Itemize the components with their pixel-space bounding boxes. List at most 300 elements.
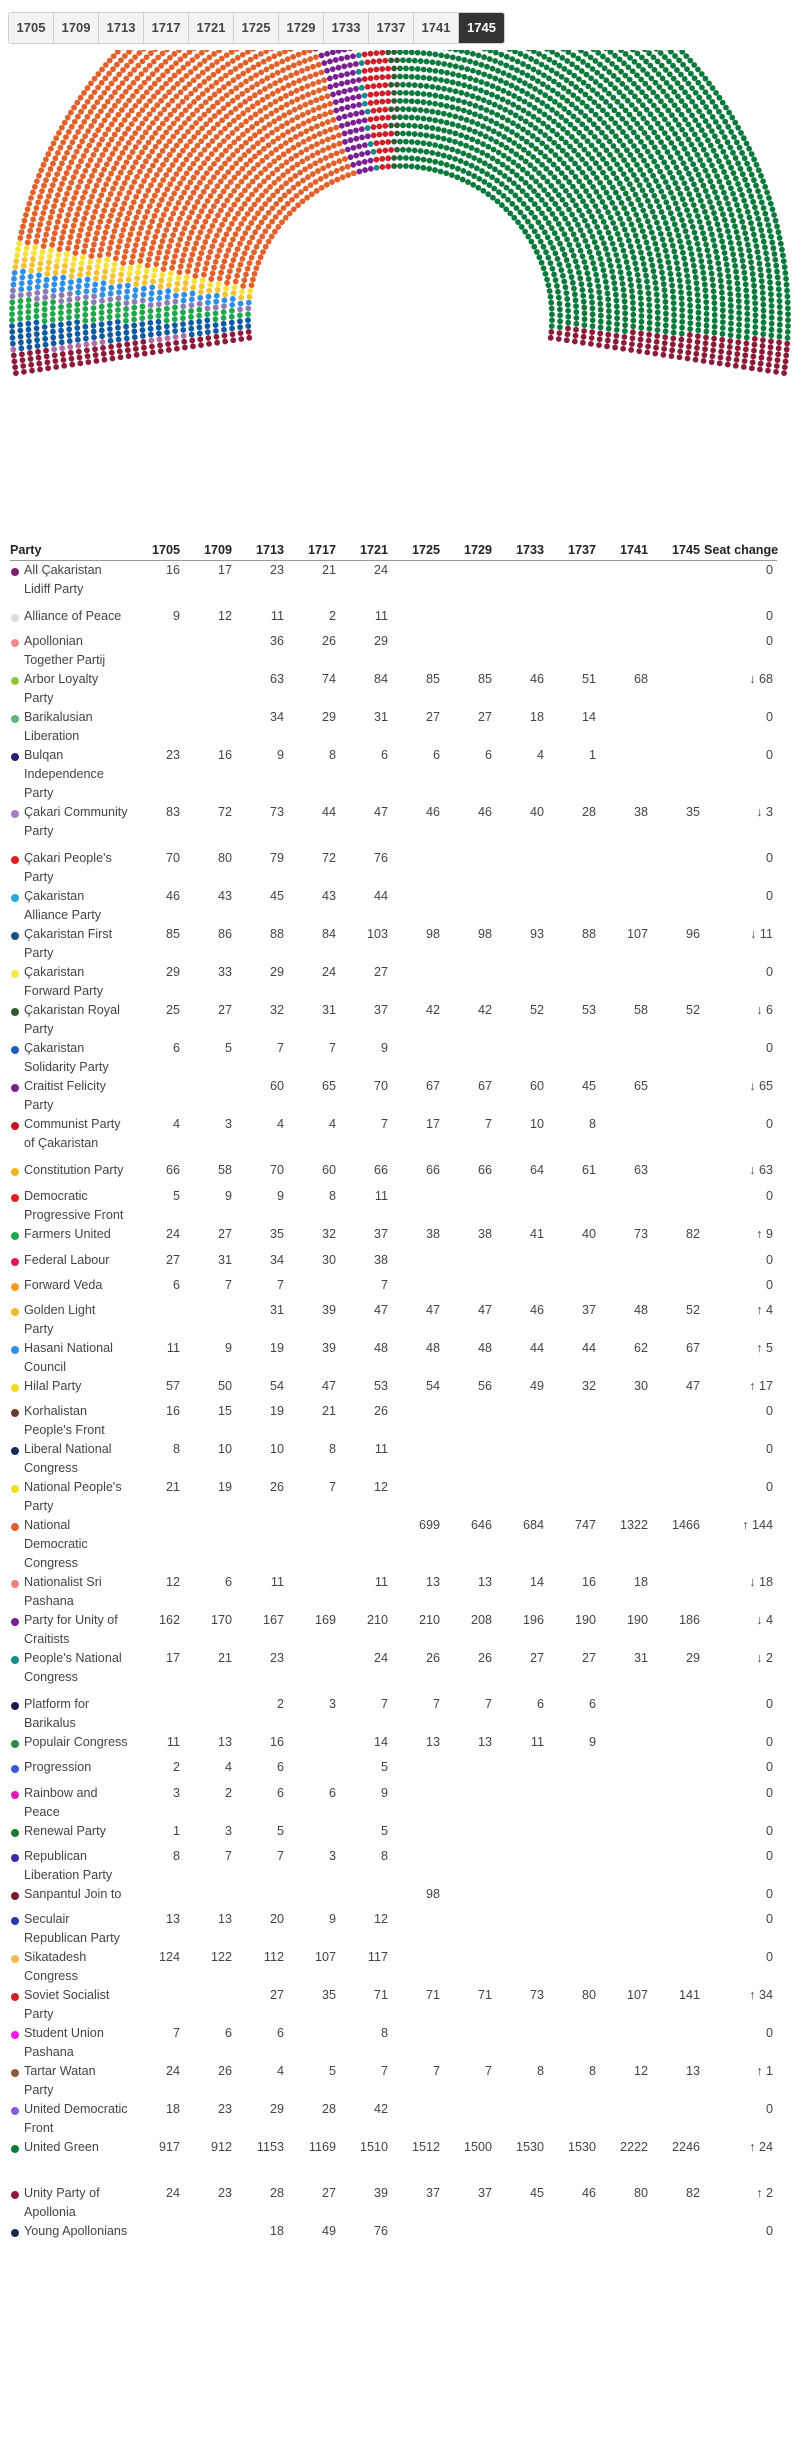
seat-dot (130, 165, 136, 171)
seat-dot (130, 254, 136, 260)
seat-dot (585, 243, 591, 249)
seat-dot (773, 263, 779, 269)
seat-dot (571, 73, 577, 79)
seat-dot (397, 155, 403, 161)
year-tab-1705[interactable]: 1705 (9, 13, 54, 43)
seat-dot (773, 369, 779, 375)
seat-dot (670, 288, 676, 294)
seat-dot (542, 132, 548, 138)
seat-count-cell: 52 (685, 1002, 700, 1017)
seat-dot (663, 305, 669, 311)
seat-dot (435, 126, 441, 132)
seat-dot (302, 58, 308, 64)
seat-dot (704, 317, 710, 323)
seat-dot (382, 131, 388, 137)
seat-dot (409, 164, 415, 170)
seat-dot (160, 238, 166, 244)
seat-dot (197, 116, 203, 122)
seat-dot (261, 179, 267, 185)
seat-dot (187, 180, 193, 186)
seat-dot (668, 271, 674, 277)
seat-count-cell: 8 (588, 1116, 596, 1131)
seat-dot (27, 280, 33, 286)
seat-dot (57, 187, 63, 193)
seat-dot (514, 172, 520, 178)
seat-dot (723, 195, 729, 201)
seat-dot (678, 337, 684, 343)
seat-count-cell (444, 1039, 496, 1077)
seat-dot (173, 171, 179, 177)
seat-dot (447, 129, 453, 135)
seat-dot (504, 126, 510, 132)
seat-dot (245, 306, 251, 312)
seat-dot (747, 215, 753, 221)
seat-dot (278, 96, 284, 102)
seat-dot (151, 177, 157, 183)
seat-dot (578, 88, 584, 94)
seat-dot (124, 294, 130, 300)
seat-dot (695, 333, 701, 339)
seat-dot (238, 262, 244, 268)
seat-dot (191, 246, 197, 252)
seat-dot (546, 57, 552, 63)
seat-dot (620, 185, 626, 191)
seat-dot (691, 181, 697, 187)
seat-dot (711, 294, 717, 300)
seat-dot (744, 323, 750, 329)
seat-dot (603, 147, 609, 153)
seat-dot (675, 80, 681, 86)
seat-dot (70, 268, 76, 274)
seat-dot (731, 170, 737, 176)
seat-dot (647, 326, 653, 332)
seat-dot (90, 317, 96, 323)
seat-dot (44, 199, 50, 205)
seat-dot (518, 155, 524, 161)
seat-dot (116, 98, 122, 104)
seat-dot (221, 237, 227, 243)
seat-dot (42, 318, 48, 324)
seat-dot (356, 94, 362, 100)
seat-dot (342, 131, 348, 137)
seat-dot (611, 107, 617, 113)
seat-dot (487, 50, 493, 53)
seat-dot (589, 156, 595, 162)
table-row (10, 607, 777, 632)
seat-dot (438, 143, 444, 149)
seat-dot (600, 156, 606, 162)
seat-dot (698, 177, 704, 183)
seat-dot (138, 183, 144, 189)
year-tab-1713[interactable]: 1713 (99, 13, 144, 43)
seat-count-cell: 35 (685, 804, 700, 819)
seat-dot (376, 148, 382, 154)
seat-dot (99, 298, 105, 304)
seat-dot (269, 234, 275, 240)
seat-dot (768, 285, 774, 291)
year-tab-1741[interactable]: 1741 (414, 13, 459, 43)
year-tab-1709[interactable]: 1709 (54, 13, 99, 43)
seat-dot (9, 329, 15, 335)
seat-dot (110, 66, 116, 72)
seat-dot (165, 288, 171, 294)
seat-dot (634, 266, 640, 272)
seat-dot (726, 180, 732, 186)
seat-dot (224, 231, 230, 237)
seat-count-cell (548, 607, 600, 632)
seat-dot (713, 153, 719, 159)
seat-dot (239, 144, 245, 150)
seat-dot (613, 133, 619, 139)
seat-dot (628, 201, 634, 207)
seat-dot (147, 320, 153, 326)
seat-dot (382, 123, 388, 129)
seat-dot (164, 312, 170, 318)
seat-dot (708, 143, 714, 149)
seat-dot (767, 228, 773, 234)
seat-dot (305, 92, 311, 98)
seat-dot (371, 83, 377, 89)
seat-dot (592, 58, 598, 64)
seat-dot (583, 265, 589, 271)
seat-dot (39, 188, 45, 194)
seat-dot (53, 225, 59, 231)
seat-dot (663, 311, 669, 317)
seat-dot (333, 74, 339, 80)
seat-dot (160, 162, 166, 168)
seat-dot (579, 156, 585, 162)
seat-dot (715, 221, 721, 227)
seat-dot (105, 126, 111, 132)
seat-dot (729, 246, 735, 252)
seat-dot (535, 137, 541, 143)
seat-dot (274, 167, 280, 173)
seat-dot (266, 122, 272, 128)
seat-dot (516, 143, 522, 149)
seat-dot (604, 343, 610, 349)
seat-dot (628, 347, 634, 353)
seat-dot (409, 155, 415, 161)
seat-dot (231, 290, 237, 296)
seat-dot (549, 306, 555, 312)
seat-dot (17, 304, 23, 310)
seat-count-cell: 23 (165, 747, 180, 762)
seat-dot (600, 54, 606, 60)
seat-dot (667, 231, 673, 237)
seat-dot (570, 280, 576, 286)
seat-dot (156, 313, 162, 319)
seat-dot (305, 83, 311, 89)
seat-dot (682, 103, 688, 109)
seat-dot (756, 167, 762, 173)
seat-dot (767, 280, 773, 286)
seat-dot (252, 154, 258, 160)
seat-dot (622, 253, 628, 259)
seat-dot (638, 337, 644, 343)
seat-dot (115, 217, 121, 223)
seat-dot (438, 52, 444, 58)
seat-dot (712, 243, 718, 249)
seat-dot (91, 118, 97, 124)
seat-dot (630, 324, 636, 330)
seat-dot (559, 197, 565, 203)
seat-dot (687, 156, 693, 162)
seat-dot (577, 275, 583, 281)
seat-dot (594, 278, 600, 284)
seat-dot (679, 217, 685, 223)
seat-dot (749, 172, 755, 178)
seat-dot (143, 130, 149, 136)
seat-dot (397, 163, 403, 169)
seat-dot (515, 163, 521, 169)
seat-dot (35, 199, 41, 205)
seat-dot (238, 336, 244, 342)
seat-dot (535, 97, 541, 103)
seat-dot (260, 249, 266, 255)
seat-dot (605, 338, 611, 344)
seat-dot (374, 75, 380, 81)
seat-dot (365, 109, 371, 115)
seat-dot (187, 152, 193, 158)
seat-dot (527, 162, 533, 168)
year-tab-1729[interactable]: 1729 (279, 13, 324, 43)
year-tab-1737[interactable]: 1737 (369, 13, 414, 43)
seat-dot (215, 100, 221, 106)
seat-dot (744, 161, 750, 167)
seat-dot (193, 120, 199, 126)
seat-dot (555, 91, 561, 97)
seat-dot (172, 305, 178, 311)
seat-dot (741, 135, 747, 141)
seat-dot (674, 67, 680, 73)
seat-dot (542, 229, 548, 235)
seat-dot (64, 251, 70, 257)
seat-dot (616, 89, 622, 95)
seat-dot (738, 166, 744, 172)
seat-dot (503, 62, 509, 68)
seat-count-cell: 2 (328, 608, 336, 623)
seat-dot (427, 51, 433, 57)
seat-dot (581, 328, 587, 334)
seat-dot (17, 310, 23, 316)
seat-dot (450, 96, 456, 102)
year-tab-1721[interactable]: 1721 (189, 13, 234, 43)
seat-dot (452, 156, 458, 162)
seat-dot (350, 162, 356, 168)
seat-dot (181, 190, 187, 196)
seat-dot (232, 284, 238, 290)
seat-dot (600, 170, 606, 176)
seat-dot (725, 273, 731, 279)
seat-dot (69, 273, 75, 279)
year-tab-1717[interactable]: 1717 (144, 13, 189, 43)
seat-dot (362, 76, 368, 82)
seat-dot (501, 88, 507, 94)
seat-dot (95, 85, 101, 91)
seat-dot (711, 148, 717, 154)
seat-dot (406, 106, 412, 112)
seat-dot (259, 117, 265, 123)
seat-dot (728, 165, 734, 171)
seat-dot (472, 111, 478, 117)
seat-dot (683, 267, 689, 273)
seat-dot (205, 323, 211, 329)
seat-dot (611, 143, 617, 149)
seat-dot (777, 310, 783, 316)
seat-dot (719, 296, 725, 302)
seat-dot (83, 342, 89, 348)
seat-count-cell: 4 (172, 1116, 180, 1131)
seat-dot (214, 334, 220, 340)
seat-dot (145, 262, 151, 268)
seat-dot (184, 274, 190, 280)
seat-dot (310, 64, 316, 70)
seat-dot (712, 168, 718, 174)
seat-dot (93, 352, 99, 358)
seat-dot (415, 140, 421, 146)
seat-dot (579, 213, 585, 219)
seat-count-cell: 8 (328, 747, 336, 762)
seat-dot (314, 123, 320, 129)
seat-dot (682, 202, 688, 208)
seat-dot (635, 85, 641, 91)
seat-dot (23, 251, 29, 257)
seat-dot (270, 73, 276, 79)
seat-dot (105, 99, 111, 105)
seat-dot (195, 74, 201, 80)
seat-dot (573, 303, 579, 309)
seat-dot (661, 242, 667, 248)
seat-dot (97, 252, 103, 258)
seat-dot (39, 216, 45, 222)
seat-dot (292, 173, 298, 179)
seat-dot (264, 67, 270, 73)
seat-dot (271, 159, 277, 165)
seat-dot (26, 201, 32, 207)
seat-dot (707, 199, 713, 205)
seat-dot (569, 247, 575, 253)
seat-dot (556, 295, 562, 301)
year-column-header: 1713 (236, 537, 288, 561)
seat-dot (13, 370, 19, 376)
seat-dot (508, 189, 514, 195)
seat-dot (78, 109, 84, 115)
seat-dot (24, 245, 30, 251)
year-tab-1745[interactable]: 1745 (459, 13, 504, 43)
seat-dot (581, 134, 587, 140)
seat-dot (712, 318, 718, 324)
seat-dot (184, 220, 190, 226)
seat-dot (150, 279, 156, 285)
seat-dot (726, 234, 732, 240)
seat-dot (514, 85, 520, 91)
seat-dot (665, 184, 671, 190)
seat-dot (10, 288, 16, 294)
seat-dot (303, 128, 309, 134)
seat-dot (545, 192, 551, 198)
seat-dot (255, 210, 261, 216)
seat-dot (68, 110, 74, 116)
seat-dot (760, 343, 766, 349)
seat-dot (631, 81, 637, 87)
seat-dot (568, 156, 574, 162)
seat-dot (178, 264, 184, 270)
seat-dot (141, 286, 147, 292)
seat-dot (214, 293, 220, 299)
seat-dot (273, 201, 279, 207)
seat-dot (80, 221, 86, 227)
seat-dot (60, 139, 66, 145)
year-tab-1725[interactable]: 1725 (234, 13, 279, 43)
seat-dot (700, 183, 706, 189)
seat-dot (706, 94, 712, 100)
seat-dot (756, 255, 762, 261)
seat-count-cell: 85 (165, 926, 180, 941)
seat-dot (449, 164, 455, 170)
seat-dot (716, 266, 722, 272)
seat-dot (718, 284, 724, 290)
seat-dot (27, 350, 33, 356)
seat-dot (635, 134, 641, 140)
seat-dot (735, 125, 741, 131)
seat-dot (374, 165, 380, 171)
seat-dot (501, 193, 507, 199)
seat-dot (606, 320, 612, 326)
seat-dot (562, 66, 568, 72)
seat-dot (64, 150, 70, 156)
seat-dot (151, 240, 157, 246)
seat-dot (373, 91, 379, 97)
year-tab-1733[interactable]: 1733 (324, 13, 369, 43)
seat-dot (716, 109, 722, 115)
seat-count-cell: 60 (269, 1078, 284, 1093)
seat-dot (638, 77, 644, 83)
seat-dot (726, 159, 732, 165)
seat-dot (595, 50, 601, 56)
seat-dot (365, 125, 371, 131)
seat-dot (683, 166, 689, 172)
seat-dot (101, 104, 107, 110)
seat-dot (418, 124, 424, 130)
seat-dot (730, 191, 736, 197)
seat-dot (117, 278, 123, 284)
seat-dot (559, 170, 565, 176)
seat-dot (175, 81, 181, 87)
seat-dot (259, 219, 265, 225)
seat-dot (273, 99, 279, 105)
seat-dot (624, 134, 630, 140)
seat-dot (351, 145, 357, 151)
seat-dot (98, 247, 104, 253)
seat-dot (744, 311, 750, 317)
seat-dot (658, 154, 664, 160)
seat-dot (44, 271, 50, 277)
seat-dot (17, 316, 23, 322)
seat-dot (397, 98, 403, 104)
seat-dot (574, 65, 580, 71)
seat-dot (368, 51, 374, 57)
seat-dot (148, 308, 154, 314)
seat-dot (539, 224, 545, 230)
seat-dot (647, 63, 653, 69)
seat-dot (696, 95, 702, 101)
seat-dot (737, 187, 743, 193)
seat-dot (555, 166, 561, 172)
seat-dot (724, 262, 730, 268)
seat-dot (40, 210, 46, 216)
seat-dot (630, 68, 636, 74)
seat-dot (432, 93, 438, 99)
